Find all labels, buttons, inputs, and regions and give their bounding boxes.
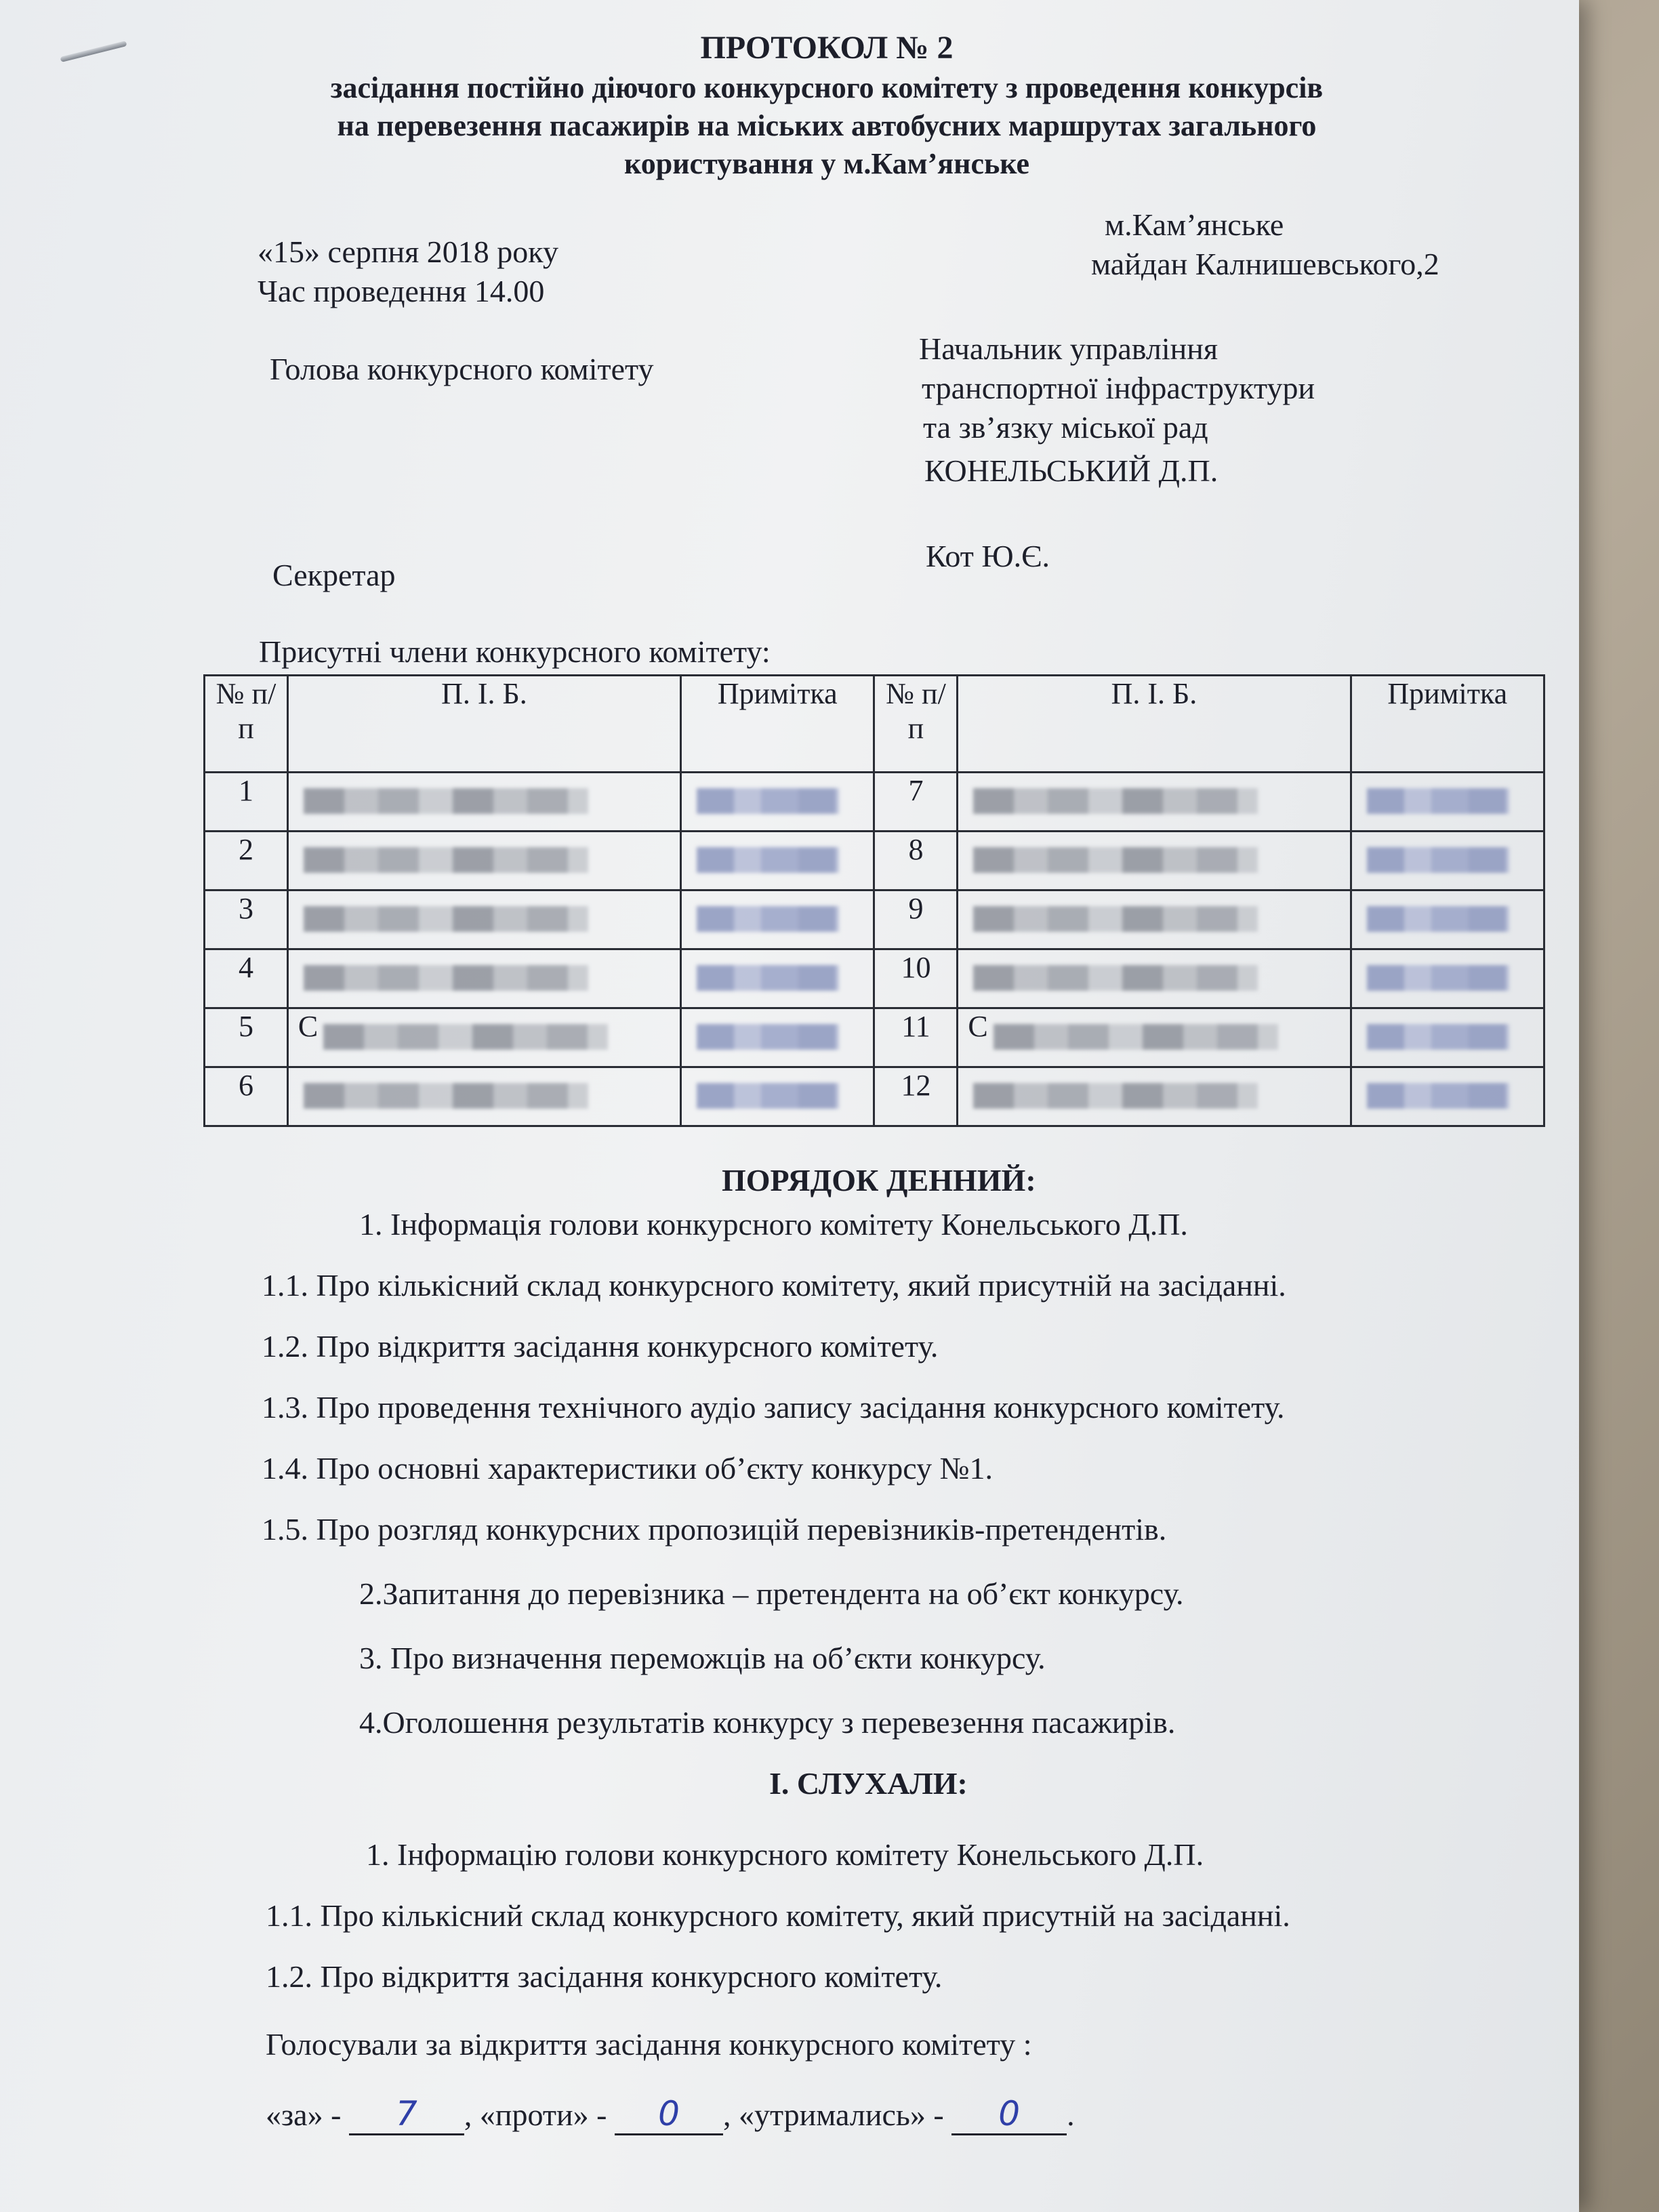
row-num-right [874,773,958,832]
redacted-block [304,1083,588,1109]
vote-abstain-field [951,2094,1067,2135]
row-note-left [681,890,874,949]
row-num-right-text: 8 [908,833,924,866]
heard-item: 1. Інформацію голови конкурсного комітету Конельського Д.П. [366,1837,1204,1872]
header-name-right: П. І. Б. [958,676,1351,773]
title-line-3: на перевезення пасажирів на міських автобусних маршрутах загального [337,109,1317,142]
redacted-block [697,847,839,873]
agenda-item: 1. Інформація голови конкурсного комітету Конельського Д.П. [359,1207,1188,1242]
row-note-left [681,949,874,1008]
row-name-right [958,1067,1351,1126]
chair-position-1: Начальник управління [919,331,1218,366]
row-num-right-text: 10 [901,951,931,984]
header-note-right: Примітка [1351,676,1544,773]
meeting-city: м.Кам’янське [1105,207,1284,242]
row-num-right [874,1067,958,1126]
table-row [205,1067,1544,1126]
agenda-item: 1.5. Про розгляд конкурсних пропозицій перевізників-претендентів. [262,1512,1167,1547]
row-num-right-text: 12 [901,1069,931,1102]
redacted-block [1367,1083,1509,1109]
row-num-left [205,949,288,1008]
agenda-item: 1.2. Про відкриття засідання конкурсного комітету. [262,1329,939,1364]
vote-against-field [615,2094,723,2135]
row-num-right [874,1008,958,1067]
agenda-item: 4.Оголошення результатів конкурсу з перевезення пасажирів. [359,1705,1176,1740]
redacted-block [1367,965,1509,991]
redacted-block [697,965,839,991]
row-num-right [874,890,958,949]
redacted-block [304,788,588,814]
agenda-item: 2.Запитання до перевізника – претендента на об’єкт конкурсу. [359,1576,1184,1611]
row-num-left [205,1067,288,1126]
redacted-block [994,1024,1278,1050]
row-num-left-text: 2 [238,833,253,866]
chair-name: КОНЕЛЬСЬКИЙ Д.П. [924,453,1218,488]
header-num-right: № п/п [874,676,958,773]
redacted-block [1367,847,1509,873]
redacted-block [697,788,839,814]
redacted-block [697,906,839,932]
heard-item: 1.1. Про кількісний склад конкурсного комітету, який присутній на засіданні. [266,1898,1290,1933]
row-name-right [958,773,1351,832]
vote-line [266,2094,1075,2135]
vote-for-value: 7 [396,2094,417,2133]
staple [60,41,127,62]
row-note-right [1351,1008,1544,1067]
redacted-block [1367,788,1509,814]
vote-end: . [1067,2097,1075,2132]
row-name-left [287,773,680,832]
table-row [205,890,1544,949]
heard-item: 1.2. Про відкриття засідання конкурсного комітету. [266,1959,943,1994]
vote-for-field [349,2094,464,2135]
row-num-left-text: 1 [238,774,253,807]
header-num-left: № п/п [205,676,288,773]
row-num-left [205,773,288,832]
vote-against-label: , «проти» - [464,2097,607,2132]
redacted-block [973,965,1258,991]
row-name-left [287,1008,680,1067]
row-num-left-text: 3 [238,892,253,925]
vote-abstain-value: 0 [998,2094,1021,2133]
agenda-item: 1.1. Про кількісний склад конкурсного комітету, який присутній на засіданні. [262,1268,1286,1303]
row-name-left [287,890,680,949]
row-num-right-text: 11 [901,1010,930,1043]
table-row [205,949,1544,1008]
row-name-left-text: С [298,1010,319,1043]
row-note-left [681,1067,874,1126]
row-note-right [1351,832,1544,890]
header-name-left: П. І. Б. [287,676,680,773]
redacted-block [304,847,588,873]
row-note-right [1351,1067,1544,1126]
protocol-number: ПРОТОКОЛ № 2 [700,30,954,66]
meeting-time: Час проведення 14.00 [258,274,545,308]
row-note-left [681,832,874,890]
vote-abstain-label: , «утримались» - [722,2097,944,2132]
row-note-left [681,1008,874,1067]
row-num-left [205,1008,288,1067]
agenda-item: 3. Про визначення переможців на об’єкти конкурсу. [359,1641,1046,1675]
secretary-label: Секретар [272,558,396,592]
row-name-left [287,832,680,890]
row-note-right [1351,773,1544,832]
row-num-left [205,890,288,949]
title-line-2: засідання постійно діючого конкурсного комітету з проведення конкурсів [330,71,1324,104]
redacted-block [1367,906,1509,932]
chair-label: Голова конкурсного комітету [270,352,654,386]
redacted-block [697,1083,839,1109]
row-num-left-text: 6 [238,1069,253,1102]
redacted-block [304,906,588,932]
row-note-right [1351,949,1544,1008]
heard-heading: І. СЛУХАЛИ: [769,1766,968,1801]
row-name-right [958,949,1351,1008]
members-table [203,674,1545,1127]
row-name-left [287,949,680,1008]
redacted-block [973,1083,1258,1109]
agenda-heading: ПОРЯДОК ДЕННИЙ: [722,1163,1036,1197]
row-num-left-text: 5 [238,1010,253,1043]
secretary-name: Кот Ю.Є. [926,539,1050,573]
row-note-right [1351,890,1544,949]
row-note-left [681,773,874,832]
header-note-left: Примітка [681,676,874,773]
row-num-left-text: 4 [238,951,253,984]
agenda-item: 1.3. Про проведення технічного аудіо запису засідання конкурсного комітету. [262,1390,1285,1425]
table-row [205,832,1544,890]
vote-against-value: 0 [658,2094,680,2133]
table-row [205,773,1544,832]
title-line-4: користування у м.Кам’янське [623,147,1030,180]
row-name-right [958,1008,1351,1067]
row-num-left [205,832,288,890]
agenda-item: 1.4. Про основні характеристики об’єкту конкурсу №1. [262,1451,993,1486]
row-name-right [958,890,1351,949]
row-num-right [874,832,958,890]
row-num-right-text: 9 [908,892,924,925]
redacted-block [697,1024,839,1050]
table-header-row [205,676,1544,773]
vote-for-label: «за» - [266,2097,342,2132]
redacted-block [1367,1024,1509,1050]
meeting-address: майдан Калнишевського,2 [1091,247,1439,281]
row-num-right [874,949,958,1008]
chair-position-3: та зв’язку міської рад [923,410,1208,445]
vote-intro: Голосували за відкриття засідання конкурсного комітету : [266,2027,1032,2062]
redacted-block [304,965,588,991]
meeting-date: «15» серпня 2018 року [258,234,558,269]
row-name-left [287,1067,680,1126]
redacted-block [973,788,1258,814]
members-caption: Присутні члени конкурсного комітету: [259,634,771,669]
row-num-right-text: 7 [908,774,924,807]
row-name-right-text: С [968,1010,988,1043]
table-row [205,1008,1544,1067]
redacted-block [323,1024,608,1050]
redacted-block [973,847,1258,873]
document-title [224,27,1430,183]
chair-position-2: транспортної інфраструктури [922,371,1315,405]
row-name-right [958,832,1351,890]
redacted-block [973,906,1258,932]
